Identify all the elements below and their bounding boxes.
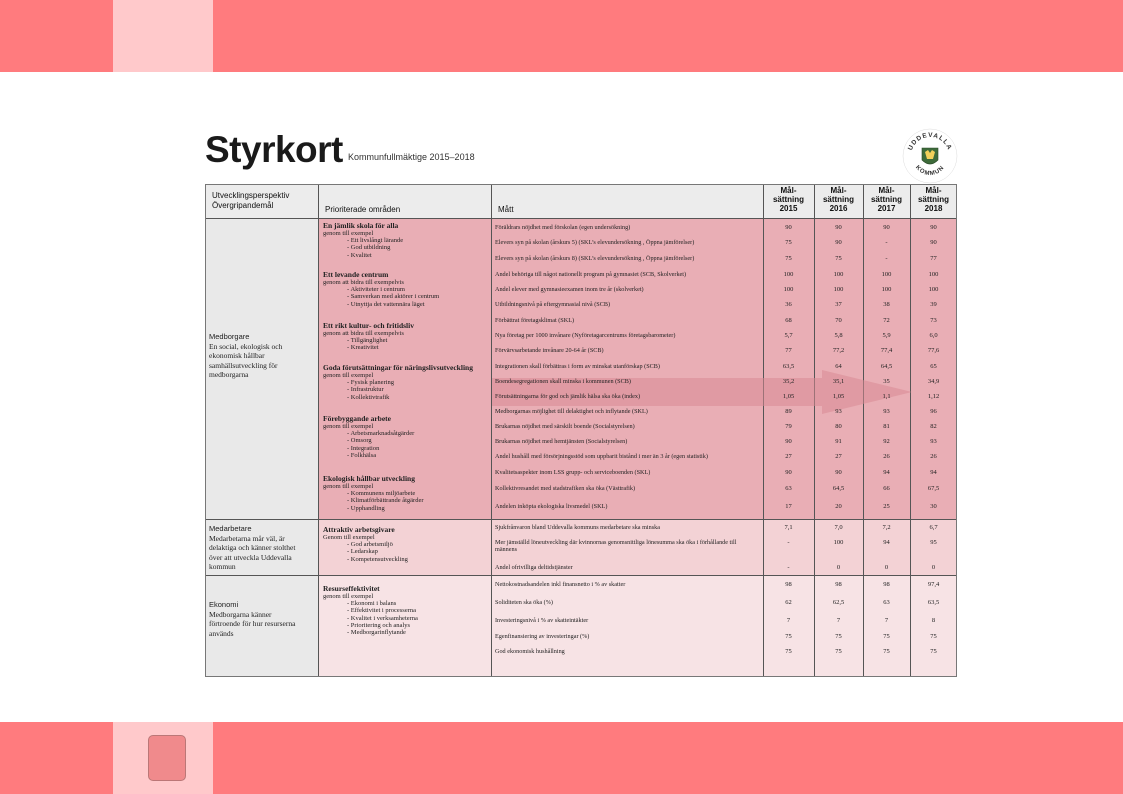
target-value-2015: 63 — [785, 485, 792, 492]
measure-text: Nettokostnadsandelen inkl finansnetto i % av skatter — [495, 581, 626, 588]
target-value-2018: 30 — [930, 503, 937, 510]
priority-item: - Samverkan med aktörer i centrum — [347, 293, 488, 300]
measure-text: Egenfinansiering av investeringar (%) — [495, 633, 590, 640]
priority-item: - Fysisk planering — [347, 379, 488, 386]
measure-row — [491, 221, 957, 236]
target-value-2016: 98 — [835, 581, 842, 588]
header-2018-l3: 2018 — [924, 204, 943, 213]
measure-text: Förbättrat företagsklimat (SKL) — [495, 317, 575, 324]
header-2018-l1: Mål- — [925, 186, 942, 195]
measure-row — [491, 466, 957, 481]
measure-text: Andel hushåll med försörjningsstöd som uppbarit bistånd i mer än 3 år (egen statistik) — [495, 453, 708, 460]
target-value-2017: 5,9 — [882, 332, 891, 339]
header-2016-l1: Mål- — [830, 186, 847, 195]
priority-intro: Genom till exempel — [323, 534, 375, 541]
perspective-text: Medborgarna känner — [209, 609, 272, 619]
perspective-title: Medborgare — [209, 332, 250, 341]
measure-row — [491, 450, 957, 465]
priority-item: - Effektivitet i processerna — [347, 607, 488, 614]
measure-text: Andel behöriga till något nationellt program på gymnasiet (SCB, Skolverket) — [495, 271, 687, 278]
priority-intro: genom att bidra till exempelvis — [323, 330, 404, 337]
measure-row — [491, 561, 957, 576]
measure-text: Sjukfrånvaron bland Uddevalla kommuns medarbetare ska minska — [495, 524, 660, 531]
target-value-2018: 34,9 — [927, 378, 940, 385]
priority-title: Goda förutsättningar för näringslivsutveckling — [323, 363, 473, 372]
header-2017-l2: sättning — [870, 195, 903, 204]
measure-row — [491, 614, 957, 629]
priority-item: - Prioritering och analys — [347, 622, 488, 629]
page-marker — [148, 735, 186, 781]
target-value-2018: 8 — [931, 617, 936, 624]
priority-area — [323, 270, 488, 308]
target-value-2017: 38 — [883, 301, 890, 308]
target-value-2016: 93 — [835, 408, 842, 415]
perspective-text: delaktiga och känner stolthet — [209, 543, 296, 552]
perspective-text: ekonomisk hållbar — [209, 351, 265, 360]
priority-area — [323, 321, 488, 352]
target-value-2017: 94 — [883, 469, 890, 476]
target-value-2018: 6,0 — [929, 332, 938, 339]
priority-item: - Ett livslångt lärande — [347, 237, 488, 244]
measure-text: Investeringsnivå i % av skatteintäkter — [495, 617, 589, 624]
target-value-2017: 94 — [883, 539, 890, 546]
target-value-2015: 100 — [783, 286, 794, 293]
bottom-banner — [0, 722, 1123, 794]
target-value-2017: 64,5 — [880, 363, 893, 370]
target-value-2016: 75 — [835, 255, 842, 262]
priority-item: - Medborgarinflytande — [347, 629, 488, 636]
priority-item: - God utbildning — [347, 244, 488, 251]
target-value-2017: 100 — [881, 286, 892, 293]
target-value-2017: 66 — [883, 485, 890, 492]
target-value-2015: 17 — [785, 503, 792, 510]
target-value-2016: 7,0 — [834, 524, 843, 531]
target-value-2018: 97,4 — [927, 581, 940, 588]
target-value-2018: 67,5 — [927, 485, 940, 492]
target-value-2018: 90 — [930, 239, 937, 246]
measure-text: Brukarnas nöjdhet med särskilt boende (Socialstyrelsen) — [495, 423, 635, 430]
priority-item: - Arbetsmarknadsåtgärder — [347, 430, 488, 437]
target-value-2017: 0 — [884, 564, 889, 571]
priority-item: - Kvalitet — [347, 252, 488, 259]
target-value-2015: 79 — [785, 423, 792, 430]
measure-row — [491, 645, 957, 660]
target-value-2017: 7 — [884, 617, 889, 624]
target-value-2016: 64,5 — [832, 485, 845, 492]
priority-item: - Aktiviteter i centrum — [347, 286, 488, 293]
measure-row — [491, 283, 957, 298]
measure-text: Elevers syn på skolan (årskurs 8) (SKL’s elevundersökning , Öppna jämförelser) — [495, 255, 695, 262]
measure-text: Föräldrars nöjdhet med förskolan (egen undersökning) — [495, 224, 631, 231]
measure-row — [491, 375, 957, 390]
priority-intro: genom till exempel — [323, 372, 374, 379]
measure-text: Utbildningsnivå på eftergymnasial nivå (SCB) — [495, 301, 611, 308]
page-title: Styrkort — [205, 129, 343, 170]
measure-row — [491, 435, 957, 450]
header-2016-l2: sättning — [822, 195, 855, 204]
target-value-2018: 73 — [930, 317, 937, 324]
priority-intro: genom att bidra till exempelvis — [323, 279, 404, 286]
target-value-2018: 95 — [930, 539, 937, 546]
target-value-2017: 100 — [881, 271, 892, 278]
perspective-text: En social, ekologisk och — [209, 341, 283, 351]
priority-item: - Ledarskap — [347, 548, 488, 555]
target-value-2016: 90 — [835, 224, 842, 231]
measure-row — [491, 500, 957, 515]
target-value-2018: 65 — [930, 363, 937, 370]
measure-text: Kollektivresandet med stadstrafiken ska öka (Västtrafik) — [495, 485, 636, 492]
target-value-2016: 75 — [835, 633, 842, 640]
target-value-2015: 7,1 — [784, 524, 793, 531]
target-value-2015: 75 — [785, 633, 792, 640]
bottom-banner-accent — [113, 722, 213, 794]
target-value-2016: 35,1 — [832, 378, 845, 385]
target-value-2017: 92 — [883, 438, 890, 445]
target-value-2015: 62 — [785, 599, 792, 606]
perspective-text: över att utveckla Uddevalla — [209, 552, 292, 562]
measure-text: Boendesegregationen skall minska i kommunen (SCB) — [495, 378, 631, 385]
perspective-title: Ekonomi — [209, 600, 239, 609]
target-value-2017: 63 — [883, 599, 890, 606]
target-value-2015: 63,5 — [782, 363, 795, 370]
priority-area — [323, 584, 488, 636]
priority-area — [323, 474, 488, 512]
measure-text: Kvalitetsaspekter inom LSS grupp- och serviceboenden (SKL) — [495, 469, 651, 476]
priority-item: - Folkhälsa — [347, 452, 488, 459]
target-value-2016: 5,8 — [834, 332, 843, 339]
target-value-2018: 82 — [930, 423, 937, 430]
target-value-2017: 98 — [883, 581, 890, 588]
uddevalla-logo — [902, 128, 958, 184]
target-value-2018: 0 — [931, 564, 936, 571]
priority-title: Ekologisk hållbar utveckling — [323, 474, 415, 483]
target-value-2016: 1,05 — [832, 393, 845, 400]
priority-title: Ett levande centrum — [323, 270, 389, 279]
measure-row — [491, 236, 957, 251]
target-value-2018: 93 — [930, 438, 937, 445]
priority-area — [323, 363, 488, 401]
target-value-2017: 35 — [883, 378, 890, 385]
priority-item: - God arbetsmiljö — [347, 541, 488, 548]
priority-intro: genom till exempel — [323, 423, 374, 430]
target-value-2018: 63,5 — [927, 599, 940, 606]
target-value-2015: - — [787, 539, 790, 546]
svg-text:UDDEVALLA: UDDEVALLA — [907, 131, 953, 152]
priority-title: Attraktiv arbetsgivare — [323, 525, 395, 534]
target-value-2015: 68 — [785, 317, 792, 324]
target-value-2015: 7 — [786, 617, 791, 624]
target-value-2018: 77,6 — [927, 347, 940, 354]
target-value-2017: 75 — [883, 633, 890, 640]
measure-row — [491, 344, 957, 359]
target-value-2015: 89 — [785, 408, 792, 415]
target-value-2015: 98 — [785, 581, 792, 588]
priority-area — [323, 414, 488, 459]
target-value-2017: 72 — [883, 317, 890, 324]
header-perspective-line1: Utvecklingsperspektiv — [212, 191, 290, 200]
priority-item: - Kommunens miljöarbete — [347, 490, 488, 497]
target-value-2016: 75 — [835, 648, 842, 655]
perspective-text: samhällsutveckling för — [209, 360, 278, 370]
measure-text: Andel elever med gymnasieexamen inom tre år (skolverket) — [495, 286, 644, 293]
priority-item: - Ekonomi i balans — [347, 600, 488, 607]
target-value-2016: 70 — [835, 317, 842, 324]
priority-title: En jämlik skola för alla — [323, 221, 399, 230]
target-value-2018: 100 — [928, 286, 939, 293]
priority-item: - Utnyttja det vattennära läget — [347, 301, 488, 308]
target-value-2015: 90 — [785, 438, 792, 445]
target-value-2018: 26 — [930, 453, 937, 460]
measure-row — [491, 360, 957, 375]
priority-title: Resurseffektivitet — [323, 584, 380, 593]
target-value-2016: 20 — [835, 503, 842, 510]
target-value-2017: 81 — [883, 423, 890, 430]
target-value-2017: 7,2 — [882, 524, 891, 531]
target-value-2016: 0 — [836, 564, 841, 571]
target-value-2017: 90 — [883, 224, 890, 231]
target-value-2016: 100 — [833, 539, 844, 546]
target-value-2015: 27 — [785, 453, 792, 460]
target-value-2017: 25 — [883, 503, 890, 510]
header-2015-l3: 2015 — [779, 204, 798, 213]
target-value-2017: 93 — [883, 408, 890, 415]
header-measure: Mått — [498, 205, 514, 214]
measure-text: Förutsättningarna för god och jämlik hälsa ska öka (index) — [495, 393, 641, 400]
header-2017-l3: 2017 — [877, 204, 896, 213]
target-value-2018: 94 — [930, 469, 937, 476]
target-value-2015: 36 — [785, 301, 792, 308]
target-value-2015: 90 — [785, 469, 792, 476]
priority-item: - Infrastruktur — [347, 386, 488, 393]
top-banner-accent — [113, 0, 213, 72]
measure-text: Elevers syn på skolan (årskurs 5) (SKL’s elevundersökning , Öppna jämförelser) — [495, 239, 695, 246]
target-value-2017: 26 — [883, 453, 890, 460]
priority-item: - Integration — [347, 445, 488, 452]
target-value-2017: 77,4 — [880, 347, 893, 354]
header-2016-l3: 2016 — [829, 204, 848, 213]
measure-row — [491, 482, 957, 497]
perspective-title: Medarbetare — [209, 524, 252, 533]
perspective-text: används — [209, 628, 234, 638]
target-value-2015: 35,2 — [782, 378, 795, 385]
measure-text: Andel ofrivilliga deltidstjänster — [495, 564, 573, 571]
measure-row — [491, 521, 957, 536]
measure-text: God ekonomisk hushållning — [495, 648, 565, 655]
measure-row — [491, 268, 957, 283]
measure-row — [491, 329, 957, 344]
measure-text: Andelen inköpta ekologiska livsmedel (SKL) — [495, 503, 608, 510]
priority-item: - Kvalitet i verksamheterna — [347, 615, 488, 622]
target-value-2018: 77 — [930, 255, 937, 262]
target-value-2015: 1,05 — [782, 393, 795, 400]
measure-text: Nya företag per 1000 invånare (Nyföretagarcentrums företagsbarometer) — [495, 332, 676, 339]
header-perspective-line2: Övergripandemål — [212, 201, 274, 210]
target-value-2018: 100 — [928, 271, 939, 278]
target-value-2018: 1,12 — [927, 393, 940, 400]
target-value-2016: 80 — [835, 423, 842, 430]
priority-title: Ett rikt kultur- och fritidsliv — [323, 321, 414, 330]
target-value-2018: 6,7 — [929, 524, 938, 531]
target-value-2015: 75 — [785, 255, 792, 262]
target-value-2018: 75 — [930, 648, 937, 655]
priority-intro: genom till exempel — [323, 483, 374, 490]
target-value-2016: 64 — [835, 363, 842, 370]
target-value-2016: 27 — [835, 453, 842, 460]
target-value-2015: 100 — [783, 271, 794, 278]
measure-text: Mer jämställd löneutveckling där kvinnornas genomsnittliga lönesumma ska öka i förhållande till männens — [495, 539, 737, 553]
target-value-2016: 100 — [833, 271, 844, 278]
target-value-2016: 37 — [835, 301, 842, 308]
target-value-2017: - — [885, 239, 888, 246]
target-value-2018: 90 — [930, 224, 937, 231]
measure-text: Integrationen skall förbättras i form av minskat utanförskap (SCB) — [495, 363, 660, 370]
measure-row — [491, 298, 957, 313]
header-2017-l1: Mål- — [878, 186, 895, 195]
target-value-2016: 7 — [836, 617, 841, 624]
measure-row — [491, 536, 957, 551]
measure-row — [491, 405, 957, 420]
svg-text:KOMMUN: KOMMUN — [914, 164, 946, 178]
perspective-text: förtroende för hur resurserna — [209, 619, 296, 628]
target-value-2017: 75 — [883, 648, 890, 655]
priority-title: Förebyggande arbete — [323, 414, 391, 423]
target-value-2018: 96 — [930, 408, 937, 415]
target-value-2015: 75 — [785, 239, 792, 246]
top-banner — [0, 0, 1123, 72]
target-value-2016: 90 — [835, 469, 842, 476]
perspective-text: Medarbetarna mår väl, är — [209, 533, 285, 543]
priority-item: - Upphandling — [347, 505, 488, 512]
header-2018-l2: sättning — [917, 195, 950, 204]
measure-row — [491, 420, 957, 435]
measure-row — [491, 314, 957, 329]
priority-item: - Kompetensutveckling — [347, 556, 488, 563]
target-value-2015: 75 — [785, 648, 792, 655]
measure-row — [491, 252, 957, 267]
priority-item: - Klimatförbättrande åtgärder — [347, 497, 488, 504]
target-value-2015: - — [787, 564, 790, 571]
priority-item: - Tillgänglighet — [347, 337, 488, 344]
target-value-2017: - — [885, 255, 888, 262]
measure-text: Soliditeten ska öka (%) — [495, 599, 553, 606]
target-value-2015: 90 — [785, 224, 792, 231]
measure-text: Medborgarnas möjlighet till delaktighet och inflytande (SKL) — [495, 408, 648, 415]
target-value-2016: 62,5 — [832, 599, 845, 606]
measure-text: Förvärvsarbetande invånare 20-64 år (SCB) — [495, 347, 604, 354]
target-value-2018: 39 — [930, 301, 937, 308]
perspective-text: kommun — [209, 562, 236, 571]
priority-intro: genom till exempel — [323, 593, 374, 600]
measure-row — [491, 578, 957, 593]
measure-row — [491, 596, 957, 611]
priority-item: - Kreativitet — [347, 344, 488, 351]
target-value-2015: 5,7 — [784, 332, 793, 339]
perspective-text: medborgarna — [209, 370, 249, 379]
target-value-2016: 91 — [835, 438, 842, 445]
priority-item: - Omsorg — [347, 437, 488, 444]
scorecard-table — [205, 184, 957, 677]
target-value-2016: 100 — [833, 286, 844, 293]
target-value-2017: 1,1 — [882, 393, 891, 400]
page-subtitle: Kommunfullmäktige 2015–2018 — [348, 152, 475, 162]
measure-text: Brukarnas nöjdhet med hemtjänsten (Socialstyrelsen) — [495, 438, 628, 445]
measure-row — [491, 630, 957, 645]
priority-area — [323, 525, 488, 563]
header-priorities: Prioriterade områden — [325, 205, 401, 214]
header-2015-l2: sättning — [772, 195, 805, 204]
target-value-2015: 77 — [785, 347, 792, 354]
header-2015-l1: Mål- — [780, 186, 797, 195]
priority-item: - Kollektivtrafik — [347, 394, 488, 401]
priority-area — [323, 221, 488, 259]
priority-intro: genom till exempel — [323, 230, 374, 237]
target-value-2016: 90 — [835, 239, 842, 246]
measure-row — [491, 390, 957, 405]
target-value-2018: 75 — [930, 633, 937, 640]
target-value-2016: 77,2 — [832, 347, 845, 354]
